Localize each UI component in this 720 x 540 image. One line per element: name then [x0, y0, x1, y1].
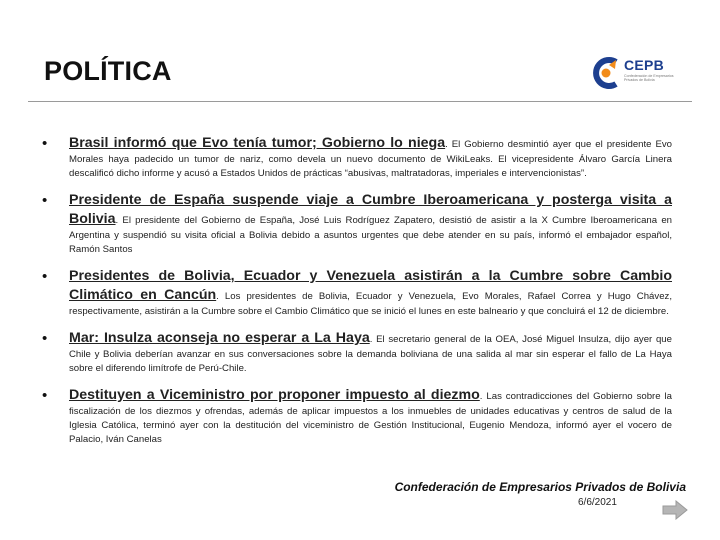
news-headline-link[interactable]: Presidentes de Bolivia, Ecuador y Venezuela asistirán a la Cumbre sobre Cambio Climático en Cancún [69, 268, 672, 303]
news-body: . El presidente del Gobierno de España, José Luis Rodríguez Zapatero, desistió de asistir a la X Cumbre Iberoamericana en Argentina y suspendió su visita oficial a Bolivia debido a asuntos urgentes que debe atender en su país, informó el embajador español, Ramón Santos [69, 215, 672, 255]
news-headline-link[interactable]: Presidente de España suspende viaje a Cumbre Iberoamericana y posterga visita a Bolivia [69, 192, 672, 227]
news-paragraph [69, 134, 672, 181]
logo-subtitle: Confederación de Empresarios Privados de Bolivia [624, 74, 674, 83]
news-body: . Las contradicciones del Gobierno sobre la fiscalización de los diezmos y ofrendas, además de aplicar impuestos a los inmuebles de unidades educativas y centros de salud de la Iglesia Católica, terminó ayer con la destitución del viceministro de Gestión Institucional, Eugenio Mendoza, informó ayer el vocero de Palacio, Iván Canelas [69, 391, 672, 445]
footer-date: 6/6/2021 [578, 497, 617, 508]
bullet-icon: • [42, 135, 48, 152]
news-paragraph [69, 191, 672, 257]
news-headline-link[interactable]: Brasil informó que Evo tenía tumor; Gobierno lo niega [69, 135, 446, 151]
cepb-logo [592, 56, 688, 92]
bullet-icon: • [42, 192, 48, 209]
bullet-icon: • [42, 268, 48, 285]
news-headline-link[interactable]: Destituyen a Viceministro por proponer impuesto al diezmo [69, 387, 480, 403]
page-title: POLÍTICA [44, 56, 172, 86]
next-arrow-icon [661, 500, 689, 520]
news-item [42, 386, 672, 447]
news-body: . El Gobierno desmintió ayer que el presidente Evo Morales haya padecido un tumor de nariz, como devela un nuevo documento de WikiLeaks. El vicepresidente Álvaro García Linera descalificó dicho informe y acusó a Estados Unidos de prácticas “abusivas, maltratadoras, imperiales e intervencionistas”. [69, 139, 672, 179]
cepb-emblem-icon [592, 56, 622, 90]
news-paragraph [69, 329, 672, 376]
news-body: . Los presidentes de Bolivia, Ecuador y Venezuela, Evo Morales, Rafael Correa y Hugo Chávez, respectivamente, asistirán a la Cumbre sobre el Cambio Climático que se inició el lunes en este balneario y que concluirá el 12 de diciembre. [69, 291, 672, 317]
news-item [42, 134, 672, 181]
footer-organization: Confederación de Empresarios Privados de Bolivia [394, 480, 686, 494]
news-paragraph [69, 386, 672, 447]
news-list [42, 134, 672, 457]
news-item [42, 329, 672, 376]
news-headline-link[interactable]: Mar: Insulza aconseja no esperar a La Haya [69, 330, 370, 346]
logo-wordmark: CEPB [624, 57, 665, 73]
news-body: . El secretario general de la OEA, José Miguel Insulza, dijo ayer que Chile y Bolivia deberían avanzar en sus conversaciones sobre la demanda boliviana de una salida al mar sin esperar el fallo de La Haya sobre el diferendo limítrofe de Perú-Chile. [69, 334, 672, 374]
news-item [42, 267, 672, 319]
news-paragraph [69, 267, 672, 319]
next-slide-button[interactable] [661, 500, 689, 520]
bullet-icon: • [42, 387, 48, 404]
bullet-icon: • [42, 330, 48, 347]
news-item [42, 191, 672, 257]
title-divider [28, 101, 692, 102]
